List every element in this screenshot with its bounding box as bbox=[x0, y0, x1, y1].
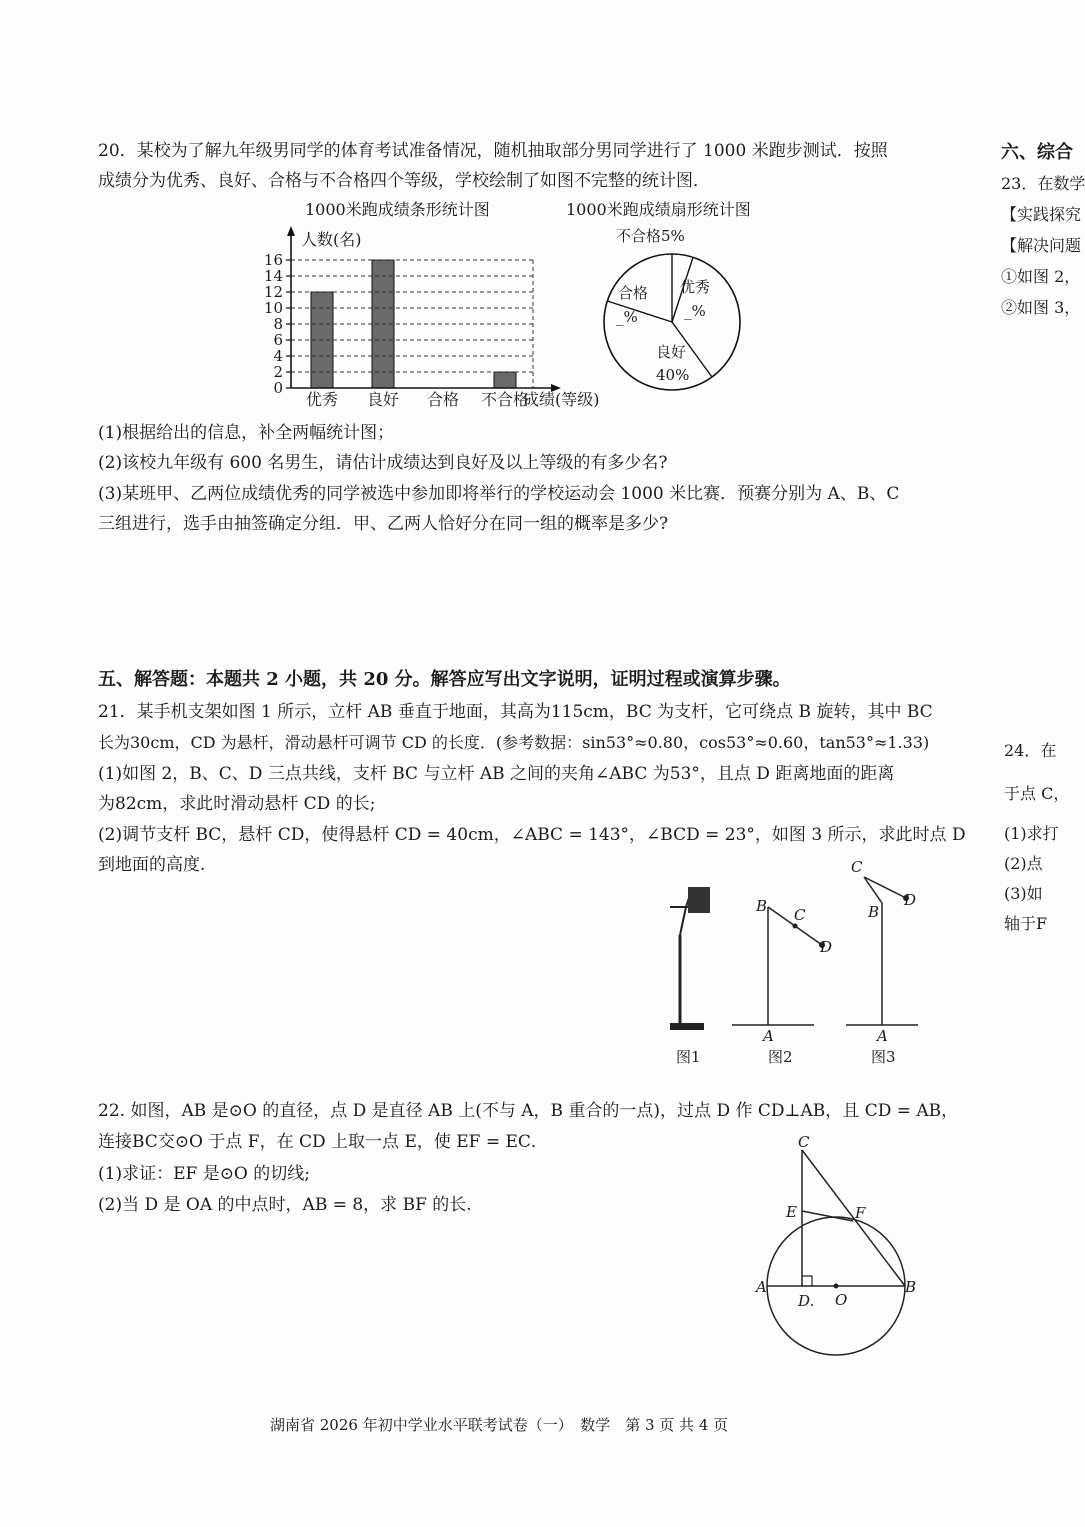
rc-line11: (3)如 bbox=[1004, 884, 1043, 903]
x-tick-label: 合格 bbox=[426, 390, 460, 409]
center-o bbox=[834, 1284, 839, 1289]
fig3-caption: 图3 bbox=[871, 1048, 896, 1066]
q21-sub1a: (1)如图 2，B、C、D 三点共线，支杆 BC 与立杆 AB 之间的夹角∠ABC 为53°，且点 D 距离地面的距离 bbox=[98, 764, 895, 784]
pie-label-excellent: 优秀 bbox=[680, 278, 711, 296]
stand-arm bbox=[680, 907, 686, 935]
rc-line10: (2)点 bbox=[1004, 854, 1043, 873]
y-axis-arrow bbox=[287, 226, 295, 236]
y-tick-label: 4 bbox=[273, 347, 283, 365]
segment-ef bbox=[802, 1211, 853, 1221]
rc-line6: ②如图 3， bbox=[1001, 298, 1081, 317]
q20-sub3b: 三组进行，选手由抽签确定分组．甲、乙两人恰好分在同一组的概率是多少? bbox=[98, 514, 669, 534]
label-b: B bbox=[905, 1278, 917, 1296]
q21-sub2a: (2)调节支杆 BC，悬杆 CD，使得悬杆 CD = 40cm，∠ABC = 143°，∠BCD = 23°，如图 3 所示，求此时点 D bbox=[98, 825, 966, 845]
rc-line3: 【实践探究 bbox=[1001, 205, 1082, 224]
pie-label-pass-pct: _% bbox=[616, 308, 638, 326]
fig3-label-a: A bbox=[877, 1027, 888, 1045]
rc-q24: 24．在 bbox=[1004, 741, 1057, 760]
rc-section6: 六、综合 bbox=[1001, 142, 1073, 163]
y-tick-label: 6 bbox=[273, 331, 283, 349]
q22-sub2: (2)当 D 是 OA 的中点时，AB = 8，求 BF 的长. bbox=[98, 1195, 472, 1215]
q22-sub1: (1)求证：EF 是⊙O 的切线; bbox=[98, 1164, 311, 1184]
y-axis-label: 人数(名) bbox=[301, 230, 362, 249]
phone-holder bbox=[688, 887, 710, 913]
pie-label-good-pct: 40% bbox=[656, 366, 690, 384]
q22-line2: 连接BC交⊙O 于点 F，在 CD 上取一点 E，使 EF = EC． bbox=[98, 1132, 548, 1152]
fig1-caption: 图1 bbox=[676, 1048, 701, 1066]
fig2-label-c: C bbox=[794, 906, 806, 924]
pie-label-good: 良好 bbox=[656, 343, 687, 361]
q21-figures bbox=[650, 855, 940, 1070]
bar-chart-title: 1000米跑成绩条形统计图 bbox=[305, 200, 490, 219]
rc-line9: (1)求打 bbox=[1004, 824, 1059, 843]
segment-cb bbox=[802, 1150, 905, 1286]
pie-label-pass: 合格 bbox=[618, 284, 649, 302]
y-tick-label: 12 bbox=[263, 283, 283, 301]
x-axis-label: 成绩(等级) bbox=[523, 390, 600, 409]
fig1-stand bbox=[670, 887, 710, 1066]
x-tick-label: 良好 bbox=[366, 390, 400, 409]
rc-line12: 轴于F bbox=[1004, 914, 1048, 933]
rc-line5: ①如图 2， bbox=[1001, 267, 1081, 286]
fig3-label-c: C bbox=[851, 858, 863, 876]
rc-line4: 【解决问题 bbox=[1001, 236, 1082, 255]
fig2-caption: 图2 bbox=[768, 1048, 793, 1066]
fig2-label-b: B bbox=[756, 897, 768, 915]
fig2 bbox=[732, 897, 832, 1066]
label-c: C bbox=[798, 1133, 810, 1151]
fig3-label-b: B bbox=[868, 903, 880, 921]
q20-line2: 成绩分为优秀、良好、合格与不合格四个等级，学校绘制了如图不完整的统计图． bbox=[98, 171, 710, 191]
bar-chart bbox=[255, 192, 635, 417]
rc-line8: 于点 C， bbox=[1004, 784, 1070, 803]
q21-line1: 21．某手机支架如图 1 所示，立杆 AB 垂直于地面，其高为115cm，BC 为支杆，它可绕点 B 旋转，其中 BC bbox=[98, 702, 933, 722]
label-d: D. bbox=[798, 1292, 815, 1310]
x-tick-label: 优秀 bbox=[305, 390, 339, 409]
q21-line2: 长为30cm，CD 为悬杆，滑动悬杆可调节 CD 的长度．(参考数据：sin53°≈0.80，cos53°≈0.60，tan53°≈1.33) bbox=[98, 733, 930, 752]
y-tick-label: 8 bbox=[273, 315, 283, 333]
pie-chart bbox=[566, 192, 765, 392]
fig3-label-d: D bbox=[904, 891, 917, 909]
fig3 bbox=[846, 858, 918, 1066]
q21-sub1b: 为82cm，求此时滑动悬杆 CD 的长; bbox=[98, 794, 376, 814]
page-footer: 湖南省 2026 年初中学业水平联考试卷（一） 数学 第 3 页 共 4 页 bbox=[270, 1416, 729, 1434]
x-tick-label: 不合格 bbox=[480, 390, 530, 409]
label-f: F bbox=[855, 1204, 866, 1222]
fig2-label-a: A bbox=[763, 1027, 774, 1045]
section5-heading: 五、解答题：本题共 2 小题，共 20 分。解答应写出文字说明，证明过程或演算步骤。 bbox=[98, 669, 791, 690]
label-a: A bbox=[756, 1278, 767, 1296]
pie-chart-title: 1000米跑成绩扇形统计图 bbox=[566, 200, 751, 219]
pie-label-fail: 不合格5% bbox=[616, 227, 685, 245]
rc-q23: 23．在数学 bbox=[1001, 174, 1085, 193]
y-tick-label: 0 bbox=[273, 379, 283, 397]
label-e: E bbox=[786, 1203, 797, 1221]
stand-base bbox=[670, 1023, 704, 1030]
fig2-point-c bbox=[793, 924, 798, 929]
y-tick-label: 16 bbox=[263, 251, 283, 269]
bar-3 bbox=[494, 372, 516, 388]
q20-sub1: (1)根据给出的信息，补全两幅统计图； bbox=[98, 423, 395, 443]
right-angle-mark bbox=[802, 1276, 812, 1286]
q20-sub3a: (3)某班甲、乙两位成绩优秀的同学被选中参加即将举行的学校运动会 1000 米比赛．预赛分别为 A、B、C bbox=[98, 484, 900, 504]
pie-label-excellent-pct: _% bbox=[684, 302, 706, 320]
fig2-label-d: D bbox=[820, 938, 833, 956]
y-tick-label: 14 bbox=[263, 267, 283, 285]
q20-sub2: (2)该校九年级有 600 名男生，请估计成绩达到良好及以上等级的有多少名? bbox=[98, 453, 668, 473]
q20-line1: 20．某校为了解九年级男同学的体育考试准备情况，随机抽取部分男同学进行了 1000 米跑步测试．按照 bbox=[98, 141, 888, 161]
q22-line1: 22. 如图，AB 是⊙O 的直径，点 D 是直径 AB 上(不与 A，B 重合的一点)，过点 D 作 CD⊥AB，且 CD = AB， bbox=[98, 1101, 959, 1121]
label-o: O bbox=[835, 1291, 848, 1309]
fig3-cd bbox=[864, 877, 906, 898]
q21-sub2b: 到地面的高度. bbox=[98, 855, 206, 875]
y-tick-label: 10 bbox=[263, 299, 283, 317]
y-tick-label: 2 bbox=[273, 363, 283, 381]
q22-figure bbox=[745, 1125, 935, 1360]
